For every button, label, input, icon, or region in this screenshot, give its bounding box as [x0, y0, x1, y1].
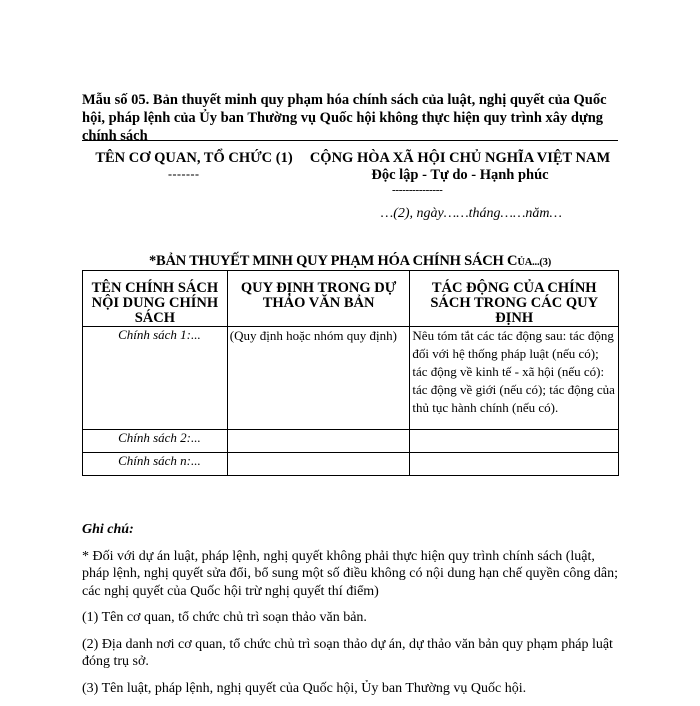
motto-separator: ---------------	[392, 184, 443, 196]
table-row	[83, 327, 619, 430]
table-row	[83, 453, 619, 476]
table-row	[83, 430, 619, 453]
note-item: * Đối với dự án luật, pháp lệnh, nghị quyết không phải thực hiện quy trình chính sách (luật, pháp lệnh, nghị quyết sửa đổi, bổ sung một số điều không có nội dung hạn chế quyền công dân; các nghị quyết của Quốc hội trừ nghị quyết thí điểm)	[82, 548, 619, 599]
national-motto: Độc lập - Tự do - Hạnh phúc	[371, 167, 549, 183]
table-title-tail: ỦA...(3)	[517, 257, 552, 268]
note-item: (3) Tên luật, pháp lệnh, nghị quyết của Quốc hội, Ủy ban Thường vụ Quốc hội.	[82, 680, 527, 696]
organization-separator: -------	[168, 167, 200, 181]
organization-name: TÊN CƠ QUAN, TỔ CHỨC (1)	[95, 150, 293, 166]
place-date-line: …(2), ngày……tháng……năm…	[380, 206, 562, 221]
impact-cell	[410, 430, 619, 453]
header-policy-name: TÊN CHÍNH SÁCH NỘI DUNG CHÍNH SÁCH	[83, 271, 228, 327]
notes-section	[82, 521, 622, 706]
note-item: (1) Tên cơ quan, tổ chức chủ trì soạn thảo văn bản.	[82, 610, 367, 625]
table-title-main: *BẢN THUYẾT MINH QUY PHẠM HÓA CHÍNH SÁCH C	[148, 253, 518, 269]
national-title: CỘNG HÒA XÃ HỘI CHỦ NGHĨA VIỆT NAM	[309, 150, 611, 166]
policy-cell: Chính sách 1:...	[83, 327, 228, 430]
form-heading: Mẫu số 05. Bản thuyết minh quy phạm hóa chính sách của luật, nghị quyết của Quốc hội, pháp lệnh của Ủy ban Thường vụ Quốc hội không thực hiện quy trình xây dựng chính sách	[82, 92, 607, 144]
note-item: (2) Địa danh nơi cơ quan, tổ chức chủ trì soạn thảo dự án, dự thảo văn bản quy phạm pháp luật đóng trụ sở.	[82, 636, 613, 669]
heading-divider	[82, 140, 618, 141]
provision-cell: (Quy định hoặc nhóm quy định)	[227, 327, 410, 430]
header-draft-provision: QUY ĐỊNH TRONG DỰ THẢO VĂN BẢN	[227, 271, 410, 327]
table-title	[82, 253, 618, 270]
notes-label: Ghi chú:	[82, 522, 134, 537]
impact-cell: Nêu tóm tắt các tác động sau: tác động đối với hệ thống pháp luật (nếu có); tác động về kinh tế - xã hội (nếu có): tác động về giới (nếu có); tác động của thủ tục hành chính (nếu có).	[410, 327, 619, 430]
policy-cell: Chính sách n:...	[83, 453, 228, 476]
header-policy-impact: TÁC ĐỘNG CỦA CHÍNH SÁCH TRONG CÁC QUY ĐỊNH	[410, 271, 619, 327]
policy-cell: Chính sách 2:...	[83, 430, 228, 453]
policy-table	[82, 270, 619, 476]
impact-cell	[410, 453, 619, 476]
provision-cell	[227, 453, 410, 476]
provision-cell	[227, 430, 410, 453]
table-header-row	[83, 271, 619, 327]
